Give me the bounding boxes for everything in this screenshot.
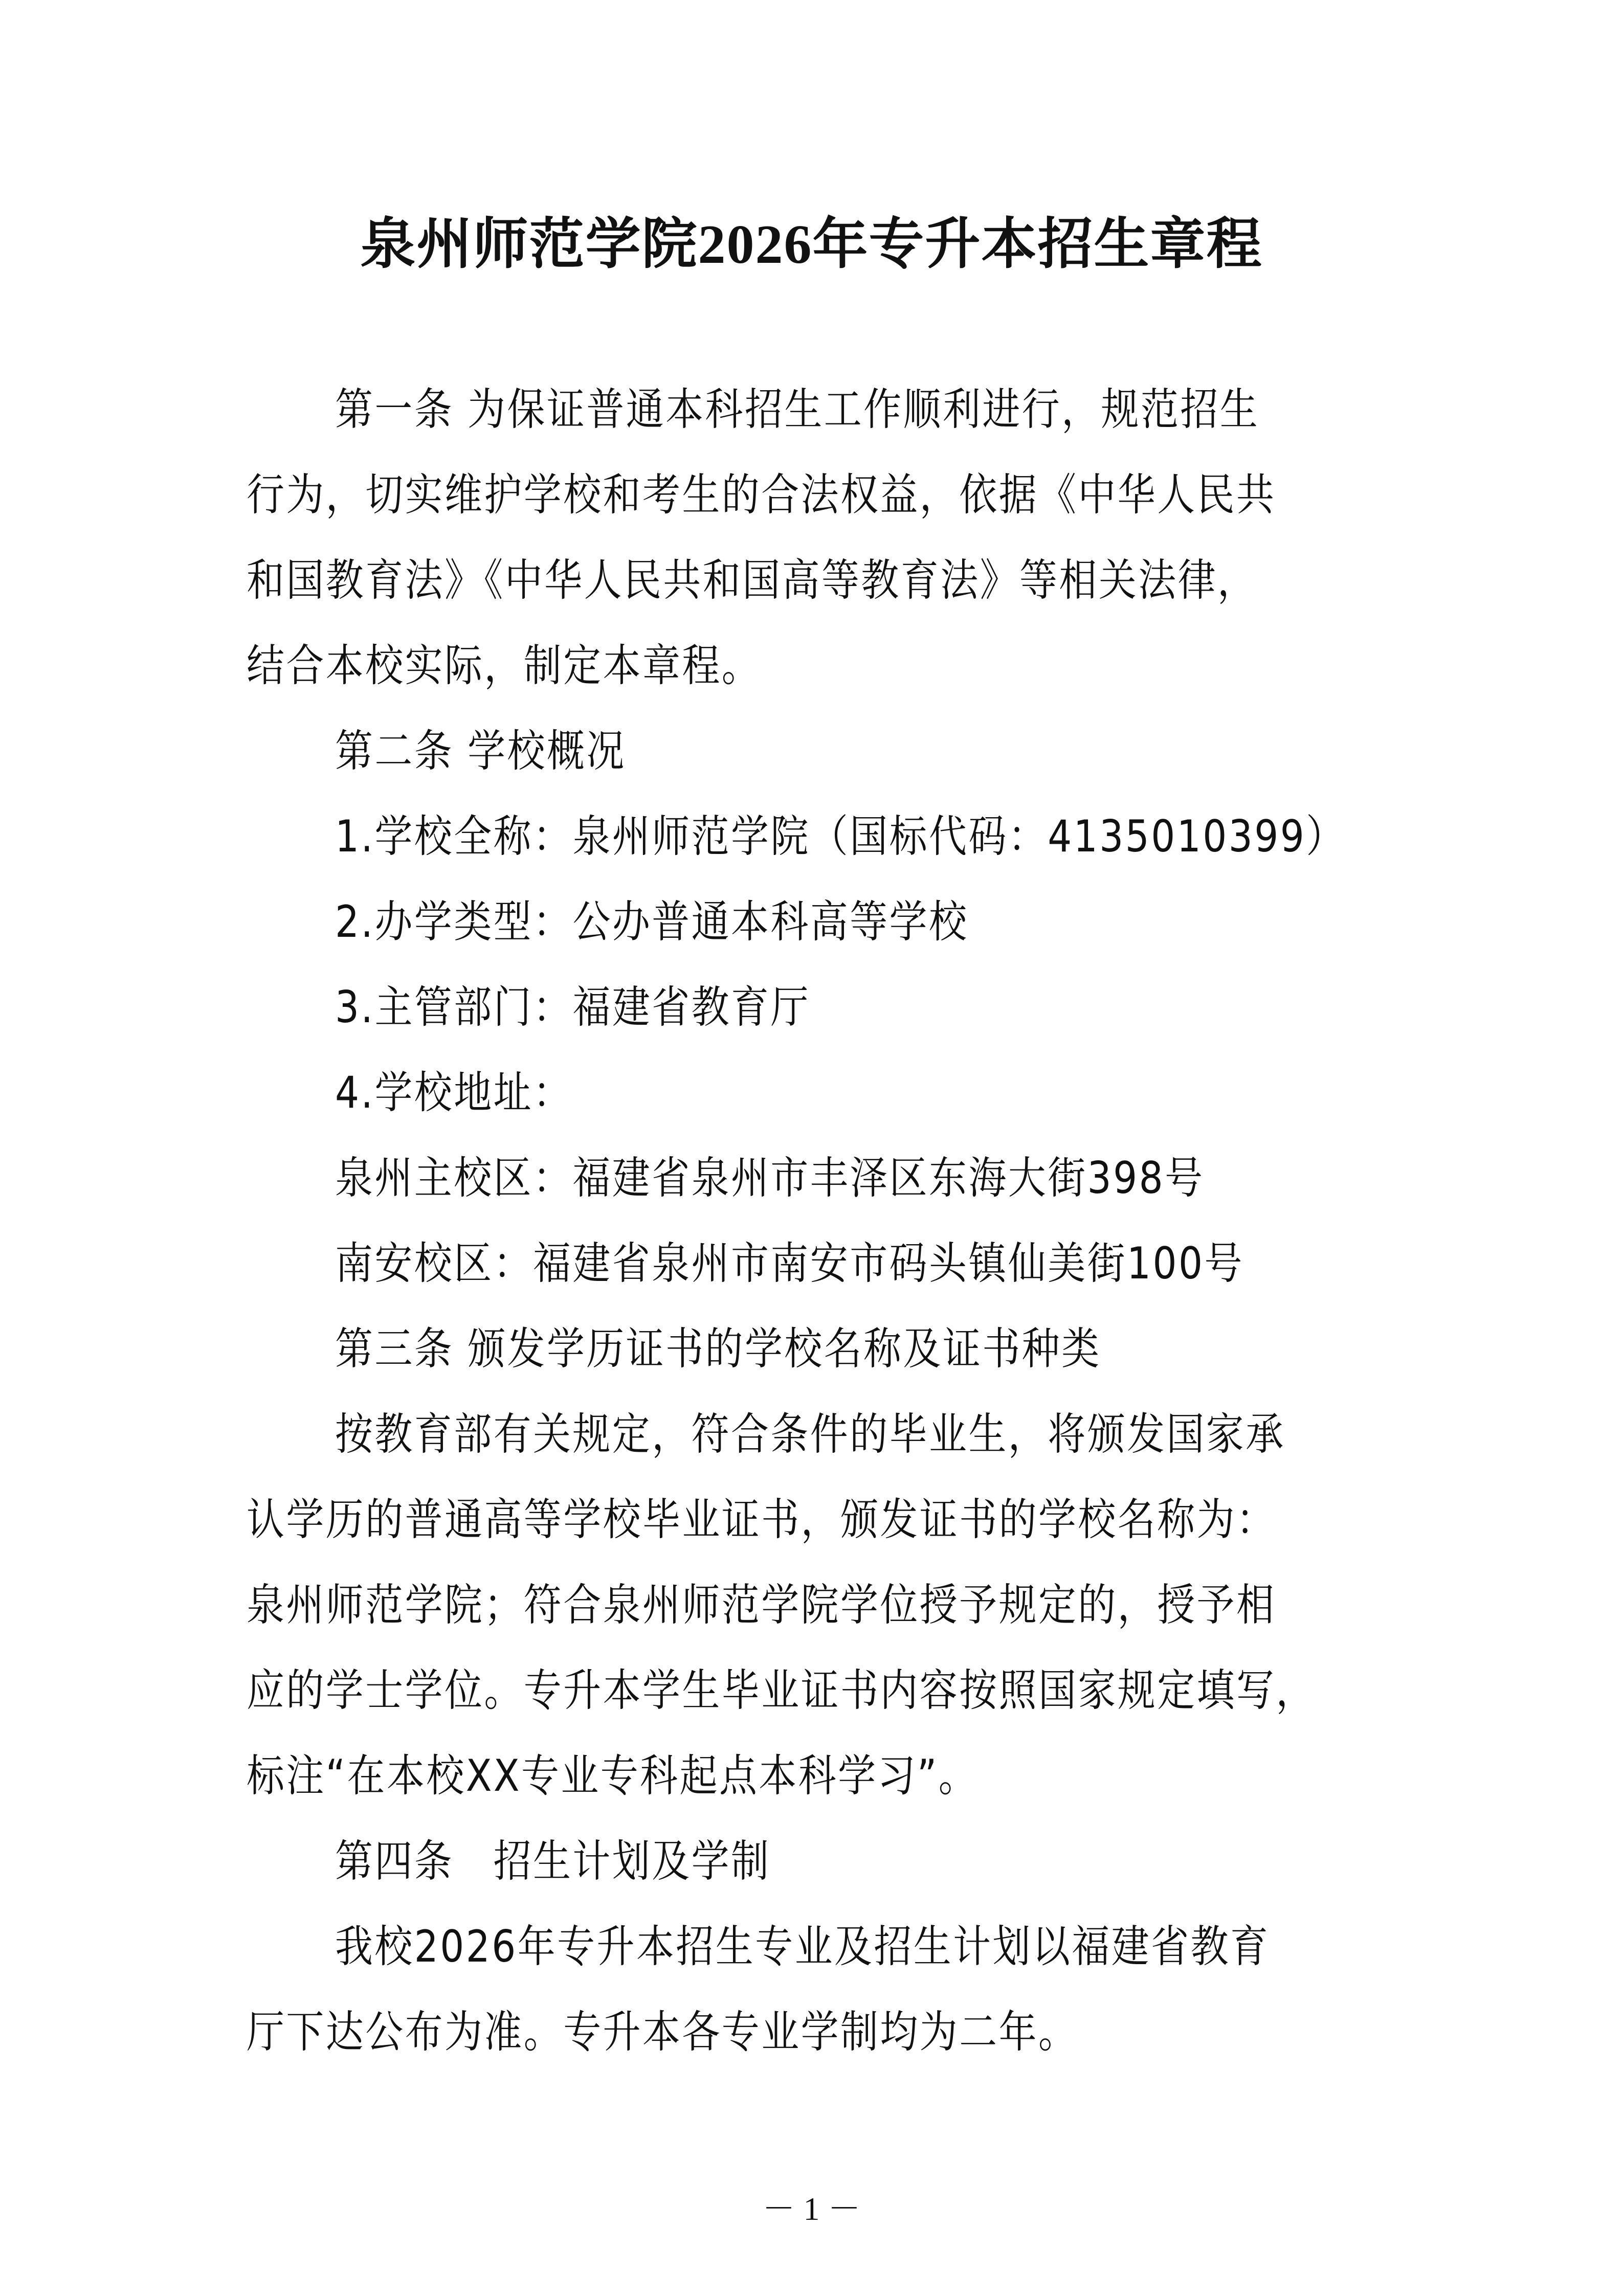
article-3-line-3: 泉州师范学院；符合泉州师范学院学位授予规定的，授予相 [247, 1580, 1276, 1631]
nanan-campus-address: 南安校区：福建省泉州市南安市码头镇仙美街100号 [335, 1238, 1244, 1289]
document-title: 泉州师范学院2026年专升本招生章程 [360, 214, 1263, 275]
school-full-name: 1.学校全称：泉州师范学院（国标代码：4135010399） [335, 811, 1346, 862]
article-1-line-4: 结合本校实际，制定本章程。 [247, 640, 762, 691]
article-3-line-1: 按教育部有关规定，符合条件的毕业生，将颁发国家承 [335, 1409, 1285, 1460]
page-number: － 1 － [762, 2191, 861, 2227]
main-campus-address: 泉州主校区：福建省泉州市丰泽区东海大街398号 [335, 1153, 1205, 1204]
governing-department: 3.主管部门：福建省教育厅 [335, 982, 810, 1033]
article-1-line-2: 行为，切实维护学校和考生的合法权益，依据《中华人民共 [247, 469, 1276, 521]
article-4-line-2: 厅下达公布为准。专升本各专业学制均为二年。 [247, 2007, 1078, 2058]
article-3-line-2: 认学历的普通高等学校毕业证书，颁发证书的学校名称为： [247, 1494, 1276, 1545]
article-1-line-3: 和国教育法》《中华人民共和国高等教育法》等相关法律， [247, 555, 1257, 606]
article-3-heading: 第三条 颁发学历证书的学校名称及证书种类 [335, 1323, 1101, 1375]
school-address-label: 4.学校地址： [335, 1067, 573, 1118]
article-3-line-4: 应的学士学位。专升本学生毕业证书内容按照国家规定填写， [247, 1665, 1316, 1716]
article-2-heading: 第二条 学校概况 [335, 726, 626, 777]
article-3-line-5: 标注“在本校XX专业专科起点本科学习”。 [247, 1750, 979, 1802]
article-4-line-1: 我校2026年专升本招生专业及招生计划以福建省教育 [335, 1921, 1270, 1972]
article-4-heading: 第四条 招生计划及学制 [335, 1836, 771, 1887]
article-1-line-1: 第一条 为保证普通本科招生工作顺利进行，规范招生 [335, 384, 1260, 435]
school-type: 2.办学类型：公办普通本科高等学校 [335, 896, 969, 948]
